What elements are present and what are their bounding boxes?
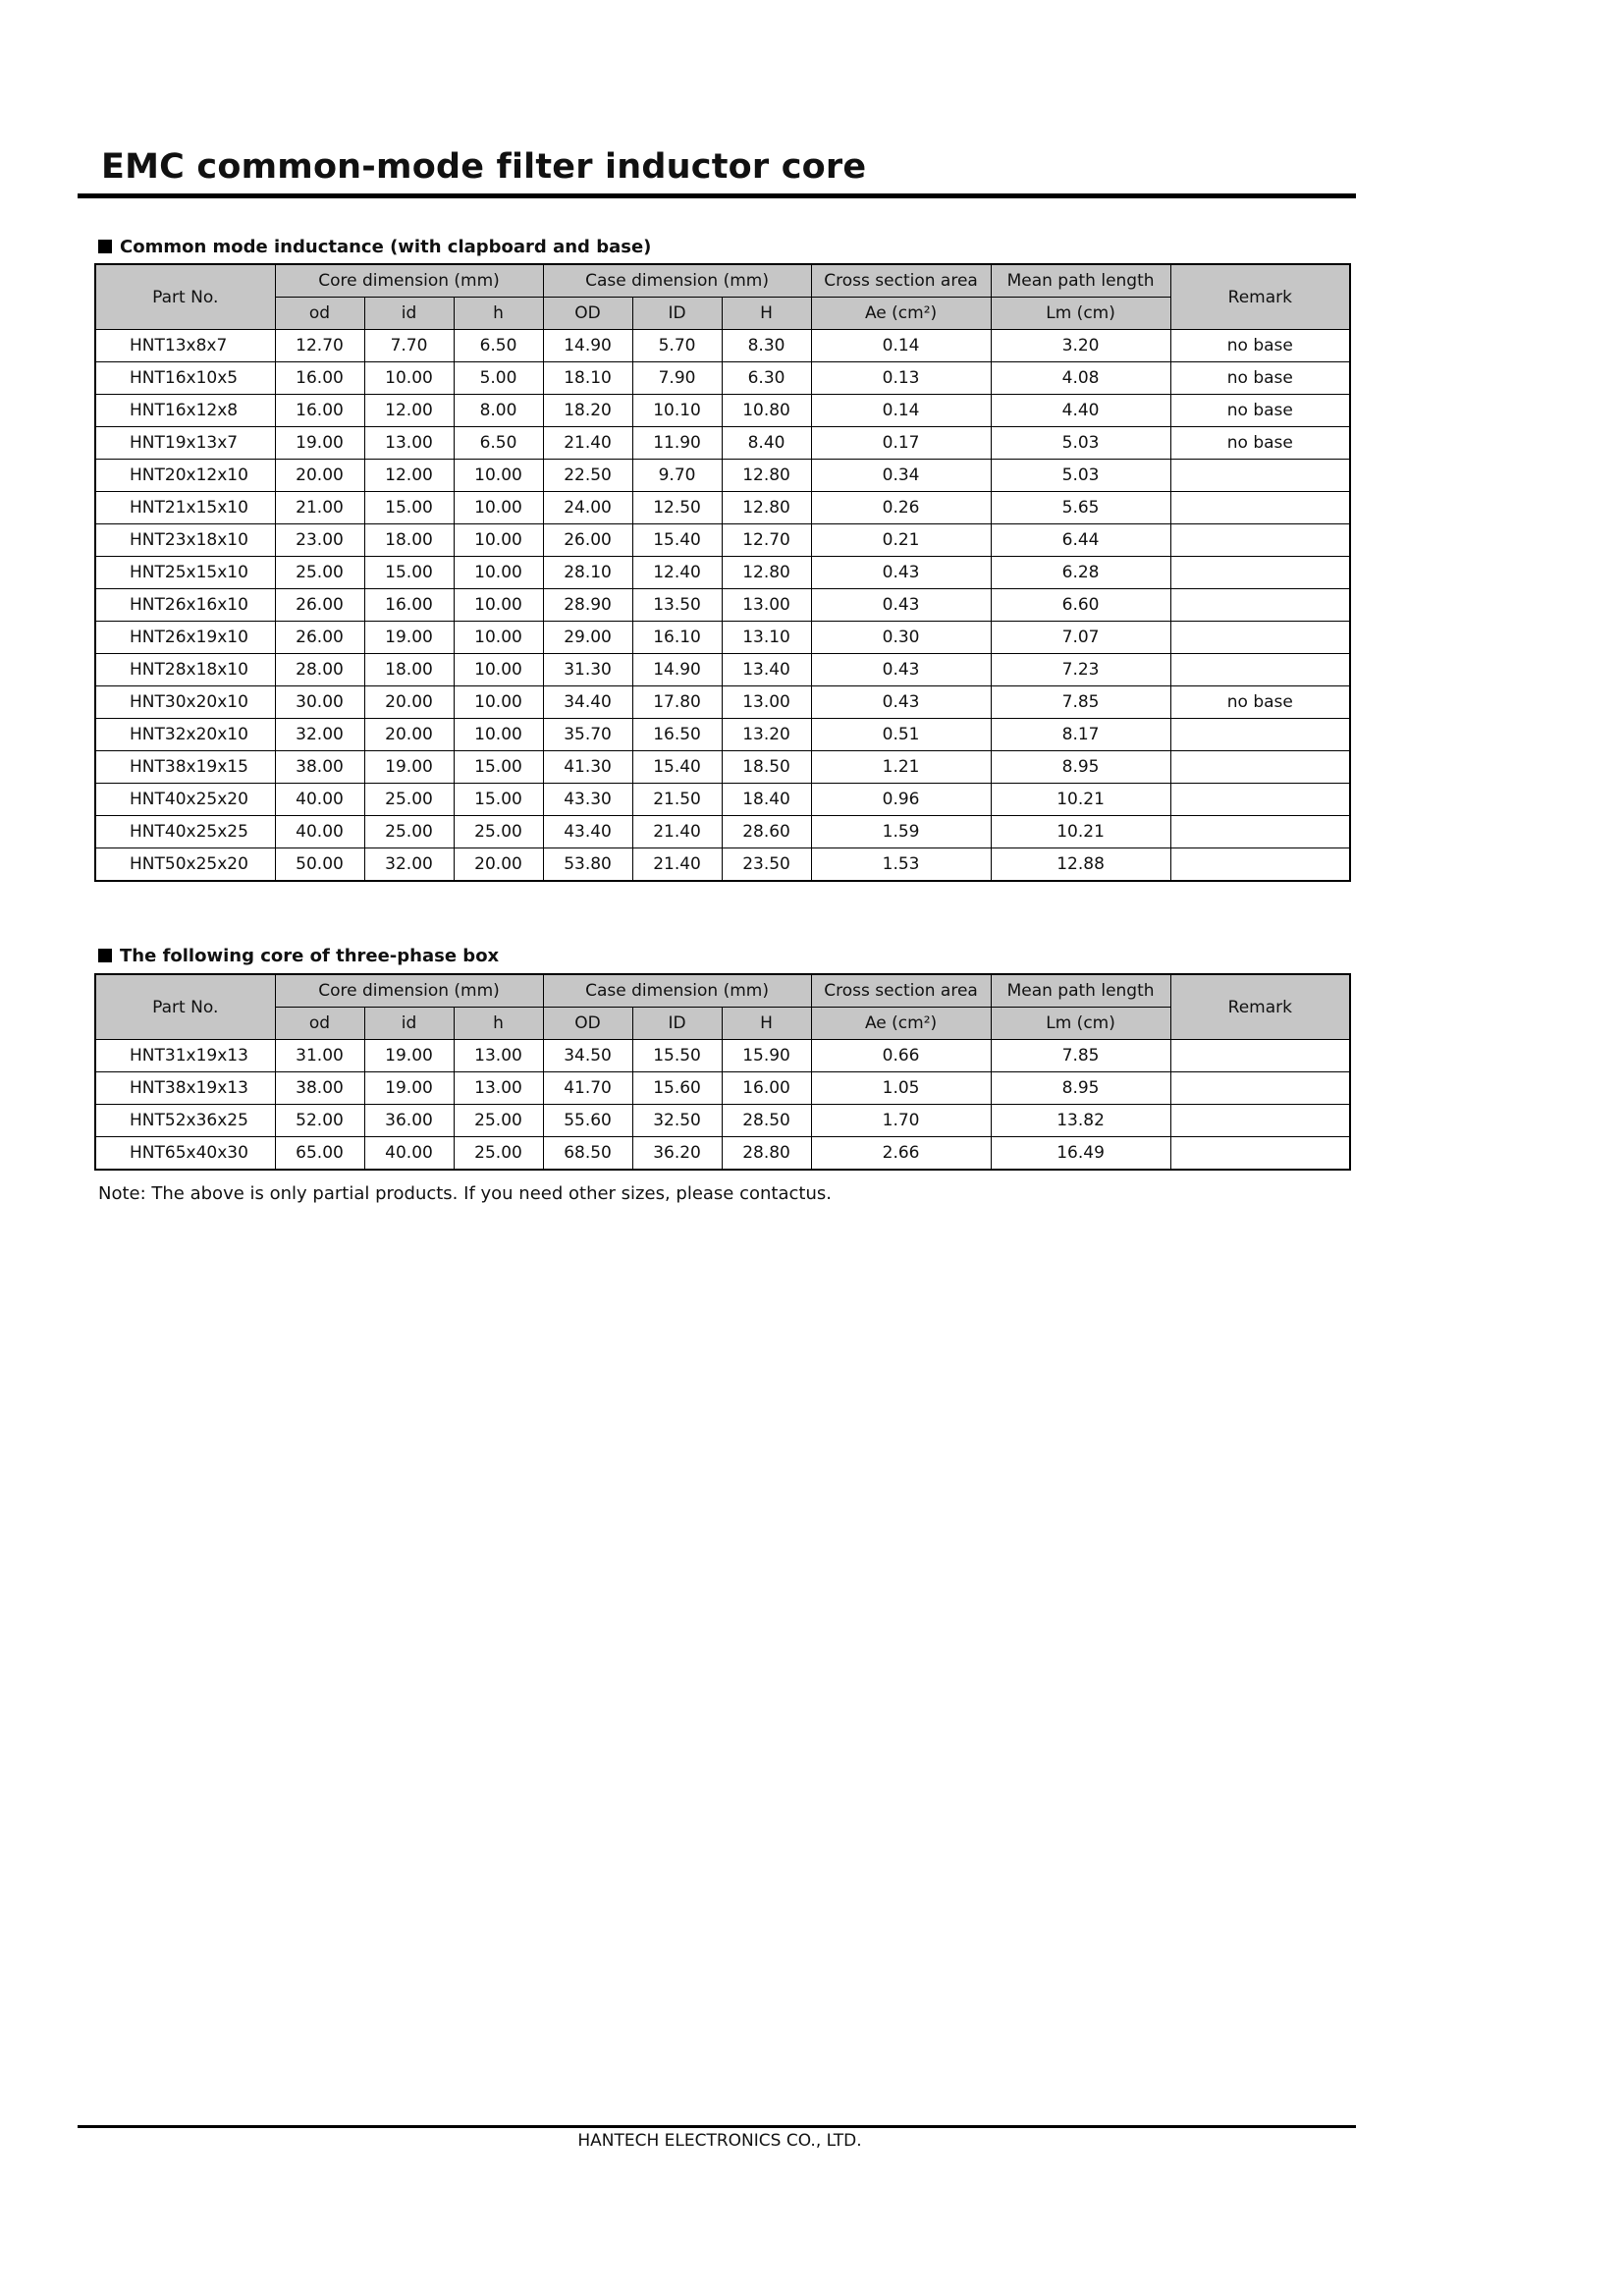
cell-case-h: 23.50: [722, 848, 811, 882]
cell-remark: [1170, 524, 1350, 557]
cell-remark: [1170, 719, 1350, 751]
cell-ae: 0.14: [811, 330, 991, 362]
square-bullet-icon: [98, 240, 112, 253]
table-row: [95, 395, 1350, 427]
cell-case-od: 29.00: [543, 622, 632, 654]
cell-case-id: 21.50: [632, 784, 722, 816]
cell-ae: 0.13: [811, 362, 991, 395]
cell-lm: 6.60: [991, 589, 1170, 622]
cell-case-od: 34.50: [543, 1040, 632, 1072]
table-row: [95, 816, 1350, 848]
table-row: [95, 848, 1350, 882]
cell-ae: 1.05: [811, 1072, 991, 1105]
cell-ae: 0.51: [811, 719, 991, 751]
cell-case-od: 34.40: [543, 686, 632, 719]
cell-case-od: 35.70: [543, 719, 632, 751]
cell-lm: 4.08: [991, 362, 1170, 395]
cell-case-id: 21.40: [632, 848, 722, 882]
cell-ae: 1.21: [811, 751, 991, 784]
header-od: od: [275, 298, 364, 330]
cell-h: 10.00: [454, 654, 543, 686]
cell-case-od: 21.40: [543, 427, 632, 460]
cell-case-id: 5.70: [632, 330, 722, 362]
cell-ae: 1.70: [811, 1105, 991, 1137]
cell-h: 6.50: [454, 330, 543, 362]
header-lm: Lm (cm): [991, 298, 1170, 330]
cell-h: 10.00: [454, 460, 543, 492]
table-row: [95, 330, 1350, 362]
cell-remark: no base: [1170, 362, 1350, 395]
header-case-id: ID: [632, 1008, 722, 1040]
cell-h: 15.00: [454, 751, 543, 784]
cell-lm: 3.20: [991, 330, 1170, 362]
header-id: id: [364, 1008, 454, 1040]
header-cross-section: Cross section area: [811, 974, 991, 1008]
cell-case-h: 28.60: [722, 816, 811, 848]
cell-case-od: 28.10: [543, 557, 632, 589]
header-ae: Ae (cm²): [811, 1008, 991, 1040]
cell-lm: 10.21: [991, 816, 1170, 848]
cell-part-no: HNT21x15x10: [95, 492, 275, 524]
cell-od: 30.00: [275, 686, 364, 719]
table-row: [95, 492, 1350, 524]
cell-case-h: 6.30: [722, 362, 811, 395]
cell-ae: 0.43: [811, 654, 991, 686]
header-lm: Lm (cm): [991, 1008, 1170, 1040]
header-mean-path: Mean path length: [991, 264, 1170, 298]
cell-h: 25.00: [454, 816, 543, 848]
table-row: [95, 524, 1350, 557]
cell-ae: 0.30: [811, 622, 991, 654]
cell-lm: 10.21: [991, 784, 1170, 816]
cell-id: 25.00: [364, 816, 454, 848]
cell-case-id: 21.40: [632, 816, 722, 848]
table-row: [95, 784, 1350, 816]
header-case-h: H: [722, 1008, 811, 1040]
header-case-od: OD: [543, 1008, 632, 1040]
cell-od: 50.00: [275, 848, 364, 882]
cell-id: 25.00: [364, 784, 454, 816]
cell-ae: 0.26: [811, 492, 991, 524]
cell-part-no: HNT50x25x20: [95, 848, 275, 882]
cell-case-h: 18.40: [722, 784, 811, 816]
cell-lm: 7.85: [991, 686, 1170, 719]
cell-part-no: HNT40x25x20: [95, 784, 275, 816]
cell-od: 31.00: [275, 1040, 364, 1072]
cell-part-no: HNT30x20x10: [95, 686, 275, 719]
table-row: [95, 719, 1350, 751]
cell-lm: 12.88: [991, 848, 1170, 882]
cell-od: 16.00: [275, 395, 364, 427]
cell-part-no: HNT40x25x25: [95, 816, 275, 848]
cell-od: 21.00: [275, 492, 364, 524]
cell-remark: no base: [1170, 330, 1350, 362]
cell-case-h: 13.20: [722, 719, 811, 751]
cell-case-id: 7.90: [632, 362, 722, 395]
cell-h: 15.00: [454, 784, 543, 816]
cell-case-id: 15.50: [632, 1040, 722, 1072]
cell-part-no: HNT38x19x13: [95, 1072, 275, 1105]
cell-id: 32.00: [364, 848, 454, 882]
cell-case-id: 36.20: [632, 1137, 722, 1171]
cell-remark: [1170, 751, 1350, 784]
cell-id: 20.00: [364, 686, 454, 719]
cell-od: 40.00: [275, 784, 364, 816]
cell-case-h: 13.00: [722, 686, 811, 719]
cell-od: 26.00: [275, 589, 364, 622]
section1-heading: [98, 237, 651, 257]
cell-h: 13.00: [454, 1040, 543, 1072]
cell-id: 16.00: [364, 589, 454, 622]
cell-ae: 0.66: [811, 1040, 991, 1072]
cell-case-id: 15.40: [632, 751, 722, 784]
cell-lm: 6.44: [991, 524, 1170, 557]
cell-lm: 7.23: [991, 654, 1170, 686]
cell-remark: [1170, 848, 1350, 882]
cell-case-h: 12.80: [722, 460, 811, 492]
cell-case-od: 28.90: [543, 589, 632, 622]
header-case-h: H: [722, 298, 811, 330]
cell-h: 10.00: [454, 686, 543, 719]
cell-remark: [1170, 492, 1350, 524]
cell-id: 18.00: [364, 524, 454, 557]
cell-case-id: 12.50: [632, 492, 722, 524]
cell-id: 19.00: [364, 1040, 454, 1072]
cell-remark: [1170, 1105, 1350, 1137]
header-case-od: OD: [543, 298, 632, 330]
cell-case-h: 28.80: [722, 1137, 811, 1171]
cell-od: 32.00: [275, 719, 364, 751]
cell-case-h: 28.50: [722, 1105, 811, 1137]
header-h: h: [454, 298, 543, 330]
cell-od: 38.00: [275, 1072, 364, 1105]
cell-remark: [1170, 654, 1350, 686]
cell-part-no: HNT31x19x13: [95, 1040, 275, 1072]
cell-lm: 6.28: [991, 557, 1170, 589]
cell-od: 23.00: [275, 524, 364, 557]
cell-case-id: 10.10: [632, 395, 722, 427]
cell-case-od: 22.50: [543, 460, 632, 492]
cell-case-od: 43.40: [543, 816, 632, 848]
cell-lm: 8.17: [991, 719, 1170, 751]
cell-id: 13.00: [364, 427, 454, 460]
cell-case-od: 24.00: [543, 492, 632, 524]
cell-lm: 8.95: [991, 1072, 1170, 1105]
page-title: EMC common-mode filter inductor core: [101, 147, 867, 187]
header-h: h: [454, 1008, 543, 1040]
cell-case-h: 10.80: [722, 395, 811, 427]
cell-case-id: 12.40: [632, 557, 722, 589]
note-text: Note: The above is only partial products. If you need other sizes, please contactus.: [98, 1183, 832, 1204]
cell-id: 15.00: [364, 492, 454, 524]
cell-case-id: 13.50: [632, 589, 722, 622]
cell-part-no: HNT19x13x7: [95, 427, 275, 460]
cell-part-no: HNT32x20x10: [95, 719, 275, 751]
cell-od: 16.00: [275, 362, 364, 395]
table-row: [95, 427, 1350, 460]
cell-part-no: HNT26x16x10: [95, 589, 275, 622]
cell-h: 25.00: [454, 1105, 543, 1137]
cell-remark: [1170, 589, 1350, 622]
cell-case-h: 12.70: [722, 524, 811, 557]
cell-remark: [1170, 1072, 1350, 1105]
table-row: [95, 557, 1350, 589]
cell-lm: 5.65: [991, 492, 1170, 524]
cell-part-no: HNT23x18x10: [95, 524, 275, 557]
section2-table: [94, 973, 1351, 1171]
header-id: id: [364, 298, 454, 330]
cell-case-id: 32.50: [632, 1105, 722, 1137]
cell-case-h: 8.40: [722, 427, 811, 460]
table-row: [95, 654, 1350, 686]
cell-id: 19.00: [364, 1072, 454, 1105]
cell-h: 20.00: [454, 848, 543, 882]
cell-remark: [1170, 460, 1350, 492]
cell-id: 19.00: [364, 751, 454, 784]
cell-h: 25.00: [454, 1137, 543, 1171]
cell-case-od: 18.20: [543, 395, 632, 427]
cell-lm: 16.49: [991, 1137, 1170, 1171]
table-row: [95, 1072, 1350, 1105]
section1-heading-text: Common mode inductance (with clapboard and base): [120, 237, 652, 257]
cell-ae: 0.21: [811, 524, 991, 557]
cell-part-no: HNT16x12x8: [95, 395, 275, 427]
cell-ae: 0.43: [811, 557, 991, 589]
header-mean-path: Mean path length: [991, 974, 1170, 1008]
table-row: [95, 686, 1350, 719]
cell-ae: 1.53: [811, 848, 991, 882]
cell-remark: [1170, 784, 1350, 816]
footer-divider: [78, 2125, 1356, 2128]
cell-id: 10.00: [364, 362, 454, 395]
cell-od: 19.00: [275, 427, 364, 460]
cell-id: 20.00: [364, 719, 454, 751]
cell-h: 13.00: [454, 1072, 543, 1105]
cell-case-id: 15.60: [632, 1072, 722, 1105]
cell-remark: no base: [1170, 686, 1350, 719]
header-part-no: Part No.: [95, 264, 275, 330]
cell-lm: 5.03: [991, 427, 1170, 460]
cell-od: 40.00: [275, 816, 364, 848]
cell-od: 52.00: [275, 1105, 364, 1137]
cell-id: 15.00: [364, 557, 454, 589]
cell-part-no: HNT13x8x7: [95, 330, 275, 362]
cell-remark: [1170, 557, 1350, 589]
cell-od: 26.00: [275, 622, 364, 654]
cell-od: 28.00: [275, 654, 364, 686]
footer-company: HANTECH ELECTRONICS CO., LTD.: [577, 2131, 862, 2151]
cell-lm: 7.07: [991, 622, 1170, 654]
header-case-dimension: Case dimension (mm): [543, 264, 811, 298]
cell-case-od: 14.90: [543, 330, 632, 362]
cell-case-id: 16.10: [632, 622, 722, 654]
cell-case-od: 53.80: [543, 848, 632, 882]
cell-ae: 0.14: [811, 395, 991, 427]
cell-id: 40.00: [364, 1137, 454, 1171]
cell-part-no: HNT65x40x30: [95, 1137, 275, 1171]
table-row: [95, 751, 1350, 784]
cell-case-od: 55.60: [543, 1105, 632, 1137]
cell-part-no: HNT52x36x25: [95, 1105, 275, 1137]
cell-case-h: 13.10: [722, 622, 811, 654]
square-bullet-icon: [98, 949, 112, 962]
cell-id: 19.00: [364, 622, 454, 654]
cell-case-h: 16.00: [722, 1072, 811, 1105]
header-remark: Remark: [1170, 264, 1350, 330]
header-ae: Ae (cm²): [811, 298, 991, 330]
cell-case-od: 41.70: [543, 1072, 632, 1105]
cell-case-od: 43.30: [543, 784, 632, 816]
cell-h: 10.00: [454, 524, 543, 557]
cell-case-id: 16.50: [632, 719, 722, 751]
cell-id: 18.00: [364, 654, 454, 686]
cell-case-h: 18.50: [722, 751, 811, 784]
cell-part-no: HNT25x15x10: [95, 557, 275, 589]
cell-case-od: 68.50: [543, 1137, 632, 1171]
cell-case-od: 31.30: [543, 654, 632, 686]
cell-h: 8.00: [454, 395, 543, 427]
table-row: [95, 460, 1350, 492]
cell-id: 12.00: [364, 460, 454, 492]
cell-remark: [1170, 1137, 1350, 1171]
cell-ae: 0.43: [811, 686, 991, 719]
cell-ae: 0.96: [811, 784, 991, 816]
header-case-id: ID: [632, 298, 722, 330]
cell-lm: 8.95: [991, 751, 1170, 784]
cell-case-h: 12.80: [722, 557, 811, 589]
cell-lm: 7.85: [991, 1040, 1170, 1072]
cell-od: 12.70: [275, 330, 364, 362]
cell-h: 5.00: [454, 362, 543, 395]
table-row: [95, 622, 1350, 654]
table-row: [95, 362, 1350, 395]
cell-case-od: 26.00: [543, 524, 632, 557]
section1-table-body: [95, 330, 1350, 882]
cell-h: 6.50: [454, 427, 543, 460]
cell-od: 65.00: [275, 1137, 364, 1171]
table-row: [95, 589, 1350, 622]
cell-remark: [1170, 816, 1350, 848]
cell-ae: 2.66: [811, 1137, 991, 1171]
header-cross-section: Cross section area: [811, 264, 991, 298]
cell-case-h: 8.30: [722, 330, 811, 362]
cell-lm: 4.40: [991, 395, 1170, 427]
cell-case-id: 17.80: [632, 686, 722, 719]
cell-ae: 1.59: [811, 816, 991, 848]
cell-id: 7.70: [364, 330, 454, 362]
title-divider: [78, 193, 1356, 198]
header-od: od: [275, 1008, 364, 1040]
section1-table: [94, 263, 1351, 882]
cell-od: 25.00: [275, 557, 364, 589]
cell-id: 36.00: [364, 1105, 454, 1137]
table-row: [95, 1040, 1350, 1072]
cell-h: 10.00: [454, 589, 543, 622]
cell-h: 10.00: [454, 557, 543, 589]
cell-lm: 13.82: [991, 1105, 1170, 1137]
cell-ae: 0.34: [811, 460, 991, 492]
section2-heading: [98, 946, 499, 966]
cell-remark: [1170, 622, 1350, 654]
cell-case-od: 41.30: [543, 751, 632, 784]
cell-h: 10.00: [454, 492, 543, 524]
cell-case-id: 15.40: [632, 524, 722, 557]
header-part-no: Part No.: [95, 974, 275, 1040]
cell-ae: 0.43: [811, 589, 991, 622]
cell-part-no: HNT26x19x10: [95, 622, 275, 654]
cell-case-h: 12.80: [722, 492, 811, 524]
header-remark: Remark: [1170, 974, 1350, 1040]
cell-part-no: HNT16x10x5: [95, 362, 275, 395]
cell-case-id: 14.90: [632, 654, 722, 686]
cell-case-h: 15.90: [722, 1040, 811, 1072]
cell-remark: no base: [1170, 395, 1350, 427]
header-core-dimension: Core dimension (mm): [275, 974, 543, 1008]
cell-case-h: 13.40: [722, 654, 811, 686]
cell-case-h: 13.00: [722, 589, 811, 622]
cell-od: 20.00: [275, 460, 364, 492]
cell-part-no: HNT38x19x15: [95, 751, 275, 784]
cell-case-id: 11.90: [632, 427, 722, 460]
cell-part-no: HNT28x18x10: [95, 654, 275, 686]
header-case-dimension: Case dimension (mm): [543, 974, 811, 1008]
table-row: [95, 1105, 1350, 1137]
cell-id: 12.00: [364, 395, 454, 427]
section2-heading-text: The following core of three-phase box: [120, 946, 500, 966]
cell-h: 10.00: [454, 622, 543, 654]
cell-case-id: 9.70: [632, 460, 722, 492]
table-row: [95, 1137, 1350, 1171]
cell-remark: [1170, 1040, 1350, 1072]
cell-lm: 5.03: [991, 460, 1170, 492]
section2-table-body: [95, 1040, 1350, 1171]
header-core-dimension: Core dimension (mm): [275, 264, 543, 298]
cell-remark: no base: [1170, 427, 1350, 460]
cell-ae: 0.17: [811, 427, 991, 460]
cell-case-od: 18.10: [543, 362, 632, 395]
cell-part-no: HNT20x12x10: [95, 460, 275, 492]
cell-h: 10.00: [454, 719, 543, 751]
cell-od: 38.00: [275, 751, 364, 784]
